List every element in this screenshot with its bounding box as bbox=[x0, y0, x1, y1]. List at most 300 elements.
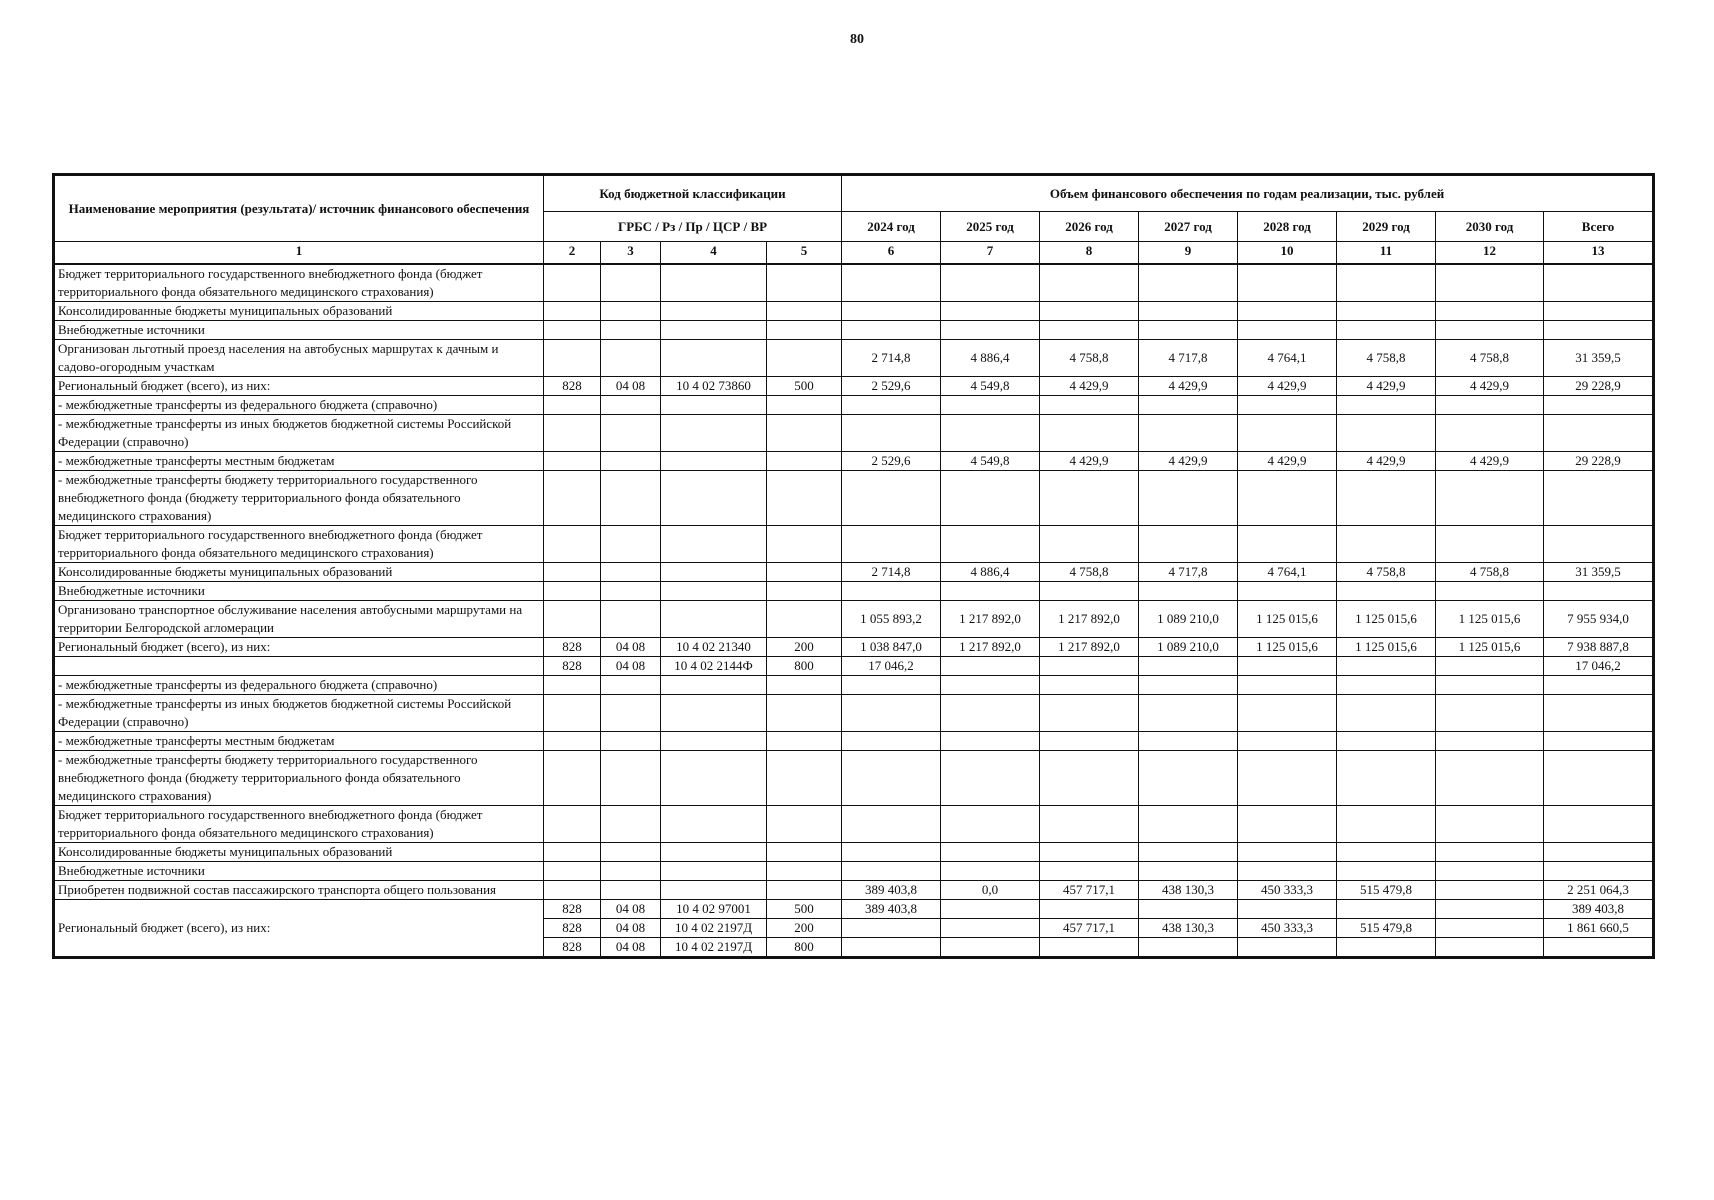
column-number: 6 bbox=[842, 242, 941, 264]
code-cell bbox=[661, 395, 767, 414]
value-cell bbox=[1436, 414, 1544, 451]
value-cell: 515 479,8 bbox=[1337, 880, 1436, 899]
value-cell bbox=[1238, 414, 1337, 451]
value-cell bbox=[1238, 694, 1337, 731]
value-cell bbox=[1238, 470, 1337, 525]
value-cell bbox=[1436, 805, 1544, 842]
value-cell bbox=[1238, 581, 1337, 600]
code-cell: 828 bbox=[544, 899, 601, 918]
value-cell bbox=[1337, 395, 1436, 414]
value-cell: 17 046,2 bbox=[842, 656, 941, 675]
value-cell bbox=[1337, 656, 1436, 675]
value-cell: 1 125 015,6 bbox=[1436, 600, 1544, 637]
value-cell bbox=[1040, 899, 1139, 918]
value-cell bbox=[1436, 750, 1544, 805]
value-cell: 1 125 015,6 bbox=[1337, 637, 1436, 656]
value-cell bbox=[842, 264, 941, 302]
value-cell bbox=[1544, 414, 1653, 451]
header-year: 2030 год bbox=[1436, 212, 1544, 242]
code-cell bbox=[767, 525, 842, 562]
value-cell bbox=[842, 694, 941, 731]
value-cell bbox=[842, 320, 941, 339]
table-row bbox=[55, 600, 1653, 637]
code-cell: 10 4 02 21340 bbox=[661, 637, 767, 656]
code-cell bbox=[601, 694, 661, 731]
header-code-sub: ГРБС / Рз / Пр / ЦСР / ВР bbox=[544, 212, 842, 242]
value-cell bbox=[1238, 301, 1337, 320]
code-cell bbox=[767, 414, 842, 451]
code-cell: 828 bbox=[544, 637, 601, 656]
code-cell bbox=[661, 842, 767, 861]
value-cell bbox=[1436, 470, 1544, 525]
value-cell bbox=[1139, 861, 1238, 880]
column-number: 2 bbox=[544, 242, 601, 264]
code-cell bbox=[767, 562, 842, 581]
value-cell bbox=[1040, 675, 1139, 694]
value-cell bbox=[941, 731, 1040, 750]
value-cell bbox=[941, 750, 1040, 805]
value-cell bbox=[1337, 525, 1436, 562]
column-number: 4 bbox=[661, 242, 767, 264]
code-cell bbox=[661, 600, 767, 637]
value-cell bbox=[1337, 805, 1436, 842]
column-number: 10 bbox=[1238, 242, 1337, 264]
value-cell: 438 130,3 bbox=[1139, 918, 1238, 937]
value-cell bbox=[842, 395, 941, 414]
table-row bbox=[55, 376, 1653, 395]
value-cell bbox=[1337, 694, 1436, 731]
value-cell bbox=[1436, 264, 1544, 302]
value-cell: 17 046,2 bbox=[1544, 656, 1653, 675]
value-cell: 4 758,8 bbox=[1337, 339, 1436, 376]
value-cell bbox=[1544, 842, 1653, 861]
code-cell bbox=[767, 470, 842, 525]
code-cell bbox=[661, 525, 767, 562]
header-year: 2028 год bbox=[1238, 212, 1337, 242]
value-cell bbox=[1544, 937, 1653, 956]
value-cell: 1 125 015,6 bbox=[1337, 600, 1436, 637]
row-name: Бюджет территориального государственного внебюджетного фонда (бюджет территориального фонда обязательного медицинского страхования) bbox=[55, 805, 544, 842]
code-cell bbox=[661, 581, 767, 600]
value-cell: 438 130,3 bbox=[1139, 880, 1238, 899]
value-cell bbox=[1544, 320, 1653, 339]
value-cell bbox=[1544, 395, 1653, 414]
value-cell bbox=[842, 525, 941, 562]
value-cell bbox=[1436, 861, 1544, 880]
value-cell bbox=[1139, 805, 1238, 842]
code-cell bbox=[601, 339, 661, 376]
value-cell bbox=[1337, 581, 1436, 600]
value-cell bbox=[842, 937, 941, 956]
code-cell bbox=[601, 731, 661, 750]
row-name: - межбюджетные трансферты местным бюджетам bbox=[55, 731, 544, 750]
code-cell bbox=[544, 470, 601, 525]
table-row bbox=[55, 301, 1653, 320]
value-cell bbox=[1040, 320, 1139, 339]
value-cell: 4 429,9 bbox=[1238, 451, 1337, 470]
value-cell bbox=[1436, 731, 1544, 750]
value-cell bbox=[1040, 581, 1139, 600]
row-name: - межбюджетные трансферты из иных бюджетов бюджетной системы Российской Федерации (справочно) bbox=[55, 414, 544, 451]
value-cell bbox=[1436, 918, 1544, 937]
value-cell bbox=[1040, 414, 1139, 451]
value-cell: 1 089 210,0 bbox=[1139, 600, 1238, 637]
value-cell: 2 714,8 bbox=[842, 339, 941, 376]
code-cell bbox=[661, 339, 767, 376]
row-name: - межбюджетные трансферты бюджету территориального государственного внебюджетного фонда (бюджету территориального фонда обязательного медицинского страхования) bbox=[55, 470, 544, 525]
value-cell bbox=[1040, 656, 1139, 675]
table-row bbox=[55, 750, 1653, 805]
value-cell bbox=[941, 937, 1040, 956]
value-cell bbox=[1436, 675, 1544, 694]
code-cell bbox=[601, 562, 661, 581]
code-cell bbox=[767, 861, 842, 880]
code-cell bbox=[544, 861, 601, 880]
table-row bbox=[55, 861, 1653, 880]
code-cell: 04 08 bbox=[601, 656, 661, 675]
code-cell bbox=[544, 339, 601, 376]
value-cell bbox=[1238, 395, 1337, 414]
value-cell bbox=[1040, 805, 1139, 842]
value-cell: 4 764,1 bbox=[1238, 339, 1337, 376]
value-cell bbox=[941, 301, 1040, 320]
value-cell bbox=[842, 842, 941, 861]
budget-table bbox=[54, 175, 1653, 957]
code-cell bbox=[544, 750, 601, 805]
code-cell: 10 4 02 2197Д bbox=[661, 918, 767, 937]
value-cell bbox=[1544, 694, 1653, 731]
column-number: 12 bbox=[1436, 242, 1544, 264]
value-cell bbox=[1139, 320, 1238, 339]
code-cell: 500 bbox=[767, 376, 842, 395]
code-cell bbox=[767, 264, 842, 302]
value-cell bbox=[1337, 301, 1436, 320]
value-cell bbox=[1436, 395, 1544, 414]
code-cell bbox=[661, 264, 767, 302]
code-cell bbox=[544, 694, 601, 731]
code-cell bbox=[767, 805, 842, 842]
code-cell: 828 bbox=[544, 937, 601, 956]
row-name: Региональный бюджет (всего), из них: bbox=[55, 637, 544, 656]
row-name: Внебюджетные источники bbox=[55, 581, 544, 600]
value-cell bbox=[1139, 750, 1238, 805]
value-cell: 1 217 892,0 bbox=[941, 600, 1040, 637]
value-cell bbox=[1436, 656, 1544, 675]
value-cell bbox=[1337, 731, 1436, 750]
code-cell bbox=[544, 525, 601, 562]
code-cell bbox=[544, 264, 601, 302]
value-cell bbox=[941, 320, 1040, 339]
value-cell: 450 333,3 bbox=[1238, 880, 1337, 899]
value-cell: 389 403,8 bbox=[842, 880, 941, 899]
code-cell bbox=[544, 320, 601, 339]
code-cell bbox=[661, 414, 767, 451]
value-cell bbox=[1040, 750, 1139, 805]
code-cell: 200 bbox=[767, 637, 842, 656]
value-cell bbox=[1238, 731, 1337, 750]
code-cell bbox=[767, 339, 842, 376]
code-cell bbox=[601, 675, 661, 694]
value-cell: 0,0 bbox=[941, 880, 1040, 899]
value-cell: 457 717,1 bbox=[1040, 880, 1139, 899]
row-name: Приобретен подвижной состав пассажирского транспорта общего пользования bbox=[55, 880, 544, 899]
value-cell bbox=[1544, 470, 1653, 525]
value-cell bbox=[1544, 581, 1653, 600]
value-cell bbox=[1139, 395, 1238, 414]
value-cell bbox=[941, 694, 1040, 731]
value-cell: 2 714,8 bbox=[842, 562, 941, 581]
code-cell bbox=[767, 581, 842, 600]
code-cell bbox=[767, 451, 842, 470]
column-number: 13 bbox=[1544, 242, 1653, 264]
value-cell bbox=[1238, 320, 1337, 339]
table-row bbox=[55, 525, 1653, 562]
code-cell bbox=[767, 301, 842, 320]
code-cell bbox=[767, 320, 842, 339]
code-cell: 04 08 bbox=[601, 637, 661, 656]
code-cell bbox=[661, 451, 767, 470]
value-cell bbox=[1238, 842, 1337, 861]
code-cell bbox=[661, 750, 767, 805]
value-cell bbox=[1337, 842, 1436, 861]
value-cell bbox=[1040, 731, 1139, 750]
code-cell bbox=[661, 880, 767, 899]
value-cell: 4 717,8 bbox=[1139, 339, 1238, 376]
value-cell bbox=[1238, 899, 1337, 918]
value-cell bbox=[1337, 861, 1436, 880]
table-row bbox=[55, 880, 1653, 899]
value-cell: 4 429,9 bbox=[1040, 376, 1139, 395]
value-cell bbox=[1238, 675, 1337, 694]
code-cell bbox=[601, 525, 661, 562]
code-cell: 04 08 bbox=[601, 937, 661, 956]
value-cell: 4 429,9 bbox=[1436, 451, 1544, 470]
code-cell bbox=[601, 301, 661, 320]
value-cell bbox=[1040, 264, 1139, 302]
code-cell bbox=[544, 395, 601, 414]
value-cell: 4 429,9 bbox=[1139, 451, 1238, 470]
value-cell: 1 038 847,0 bbox=[842, 637, 941, 656]
value-cell bbox=[1337, 899, 1436, 918]
value-cell bbox=[1337, 414, 1436, 451]
value-cell bbox=[1337, 675, 1436, 694]
table-row bbox=[55, 414, 1653, 451]
code-cell bbox=[601, 750, 661, 805]
value-cell bbox=[842, 414, 941, 451]
row-name: - межбюджетные трансферты из иных бюджетов бюджетной системы Российской Федерации (справочно) bbox=[55, 694, 544, 731]
code-cell: 04 08 bbox=[601, 918, 661, 937]
code-cell bbox=[661, 731, 767, 750]
value-cell: 4 429,9 bbox=[1337, 376, 1436, 395]
code-cell bbox=[601, 414, 661, 451]
code-cell bbox=[544, 562, 601, 581]
code-cell: 10 4 02 97001 bbox=[661, 899, 767, 918]
value-cell: 1 861 660,5 bbox=[1544, 918, 1653, 937]
value-cell bbox=[941, 395, 1040, 414]
table-row bbox=[55, 264, 1653, 302]
code-cell bbox=[601, 581, 661, 600]
column-number: 11 bbox=[1337, 242, 1436, 264]
header-name: Наименование мероприятия (результата)/ источник финансового обеспечения bbox=[55, 176, 544, 242]
code-cell bbox=[601, 395, 661, 414]
value-cell: 29 228,9 bbox=[1544, 376, 1653, 395]
value-cell bbox=[1238, 861, 1337, 880]
column-number: 8 bbox=[1040, 242, 1139, 264]
value-cell bbox=[1040, 470, 1139, 525]
value-cell bbox=[1238, 937, 1337, 956]
header-year: 2026 год bbox=[1040, 212, 1139, 242]
value-cell bbox=[1139, 899, 1238, 918]
value-cell: 4 429,9 bbox=[1337, 451, 1436, 470]
value-cell: 4 549,8 bbox=[941, 376, 1040, 395]
value-cell bbox=[1139, 470, 1238, 525]
value-cell bbox=[1139, 525, 1238, 562]
code-cell bbox=[544, 581, 601, 600]
row-name: Консолидированные бюджеты муниципальных образований bbox=[55, 301, 544, 320]
code-cell bbox=[767, 842, 842, 861]
column-number: 7 bbox=[941, 242, 1040, 264]
table-row bbox=[55, 470, 1653, 525]
code-cell bbox=[601, 842, 661, 861]
column-number: 5 bbox=[767, 242, 842, 264]
value-cell bbox=[1436, 581, 1544, 600]
value-cell: 1 055 893,2 bbox=[842, 600, 941, 637]
value-cell bbox=[1337, 750, 1436, 805]
value-cell: 1 125 015,6 bbox=[1436, 637, 1544, 656]
code-cell bbox=[767, 750, 842, 805]
value-cell: 450 333,3 bbox=[1238, 918, 1337, 937]
value-cell bbox=[1436, 320, 1544, 339]
code-cell bbox=[601, 600, 661, 637]
value-cell bbox=[1139, 581, 1238, 600]
table-row bbox=[55, 805, 1653, 842]
value-cell bbox=[1139, 301, 1238, 320]
code-cell bbox=[767, 880, 842, 899]
code-cell bbox=[661, 861, 767, 880]
value-cell bbox=[842, 581, 941, 600]
code-cell bbox=[601, 880, 661, 899]
value-cell bbox=[1544, 805, 1653, 842]
value-cell: 1 217 892,0 bbox=[1040, 600, 1139, 637]
header-year: 2027 год bbox=[1139, 212, 1238, 242]
row-name: Внебюджетные источники bbox=[55, 320, 544, 339]
value-cell bbox=[1544, 525, 1653, 562]
value-cell bbox=[1436, 525, 1544, 562]
value-cell bbox=[941, 675, 1040, 694]
value-cell: 1 125 015,6 bbox=[1238, 637, 1337, 656]
code-cell bbox=[767, 694, 842, 731]
value-cell: 7 955 934,0 bbox=[1544, 600, 1653, 637]
value-cell bbox=[842, 805, 941, 842]
code-cell: 828 bbox=[544, 376, 601, 395]
row-name: - межбюджетные трансферты местным бюджетам bbox=[55, 451, 544, 470]
value-cell bbox=[941, 264, 1040, 302]
code-cell bbox=[661, 805, 767, 842]
header-year: 2024 год bbox=[842, 212, 941, 242]
code-cell bbox=[661, 470, 767, 525]
value-cell bbox=[1040, 301, 1139, 320]
value-cell: 1 217 892,0 bbox=[941, 637, 1040, 656]
value-cell: 1 217 892,0 bbox=[1040, 637, 1139, 656]
value-cell: 4 764,1 bbox=[1238, 562, 1337, 581]
value-cell bbox=[842, 470, 941, 525]
code-cell bbox=[767, 731, 842, 750]
code-cell: 10 4 02 73860 bbox=[661, 376, 767, 395]
value-cell bbox=[1040, 525, 1139, 562]
code-cell bbox=[544, 731, 601, 750]
value-cell bbox=[1337, 320, 1436, 339]
column-number: 1 bbox=[55, 242, 544, 264]
table-row bbox=[55, 581, 1653, 600]
table-row bbox=[55, 694, 1653, 731]
value-cell bbox=[1544, 301, 1653, 320]
table-row bbox=[55, 395, 1653, 414]
row-name: Консолидированные бюджеты муниципальных образований bbox=[55, 562, 544, 581]
column-number: 9 bbox=[1139, 242, 1238, 264]
code-cell bbox=[601, 320, 661, 339]
value-cell bbox=[941, 414, 1040, 451]
code-cell: 828 bbox=[544, 918, 601, 937]
value-cell bbox=[1436, 880, 1544, 899]
value-cell bbox=[1544, 731, 1653, 750]
value-cell bbox=[941, 470, 1040, 525]
row-name: - межбюджетные трансферты из федерального бюджета (справочно) bbox=[55, 675, 544, 694]
header-volume-group: Объем финансового обеспечения по годам реализации, тыс. рублей bbox=[842, 176, 1653, 212]
value-cell bbox=[1040, 395, 1139, 414]
table-row bbox=[55, 842, 1653, 861]
value-cell bbox=[941, 656, 1040, 675]
value-cell bbox=[1139, 842, 1238, 861]
code-cell: 04 08 bbox=[601, 899, 661, 918]
value-cell: 4 886,4 bbox=[941, 562, 1040, 581]
value-cell bbox=[1544, 675, 1653, 694]
value-cell bbox=[1040, 937, 1139, 956]
value-cell: 457 717,1 bbox=[1040, 918, 1139, 937]
value-cell: 389 403,8 bbox=[1544, 899, 1653, 918]
value-cell bbox=[1337, 264, 1436, 302]
value-cell bbox=[1337, 470, 1436, 525]
code-cell bbox=[661, 562, 767, 581]
value-cell bbox=[1436, 694, 1544, 731]
value-cell bbox=[1238, 656, 1337, 675]
header-year: 2029 год bbox=[1337, 212, 1436, 242]
code-cell bbox=[601, 264, 661, 302]
row-name: Бюджет территориального государственного внебюджетного фонда (бюджет территориального фонда обязательного медицинского страхования) bbox=[55, 525, 544, 562]
value-cell bbox=[842, 675, 941, 694]
code-cell: 200 bbox=[767, 918, 842, 937]
code-cell: 800 bbox=[767, 656, 842, 675]
value-cell bbox=[1040, 842, 1139, 861]
value-cell: 7 938 887,8 bbox=[1544, 637, 1653, 656]
value-cell bbox=[1040, 694, 1139, 731]
code-cell bbox=[544, 301, 601, 320]
table-row bbox=[55, 637, 1653, 656]
table-row bbox=[55, 731, 1653, 750]
value-cell: 4 549,8 bbox=[941, 451, 1040, 470]
row-name: Консолидированные бюджеты муниципальных образований bbox=[55, 842, 544, 861]
table-row bbox=[55, 451, 1653, 470]
header-year: Всего bbox=[1544, 212, 1653, 242]
value-cell bbox=[941, 918, 1040, 937]
code-cell bbox=[601, 470, 661, 525]
value-cell bbox=[842, 731, 941, 750]
value-cell: 2 529,6 bbox=[842, 451, 941, 470]
value-cell bbox=[1139, 731, 1238, 750]
code-cell bbox=[767, 675, 842, 694]
page-number: 80 bbox=[850, 32, 864, 47]
table-row bbox=[55, 899, 1653, 918]
value-cell bbox=[941, 842, 1040, 861]
